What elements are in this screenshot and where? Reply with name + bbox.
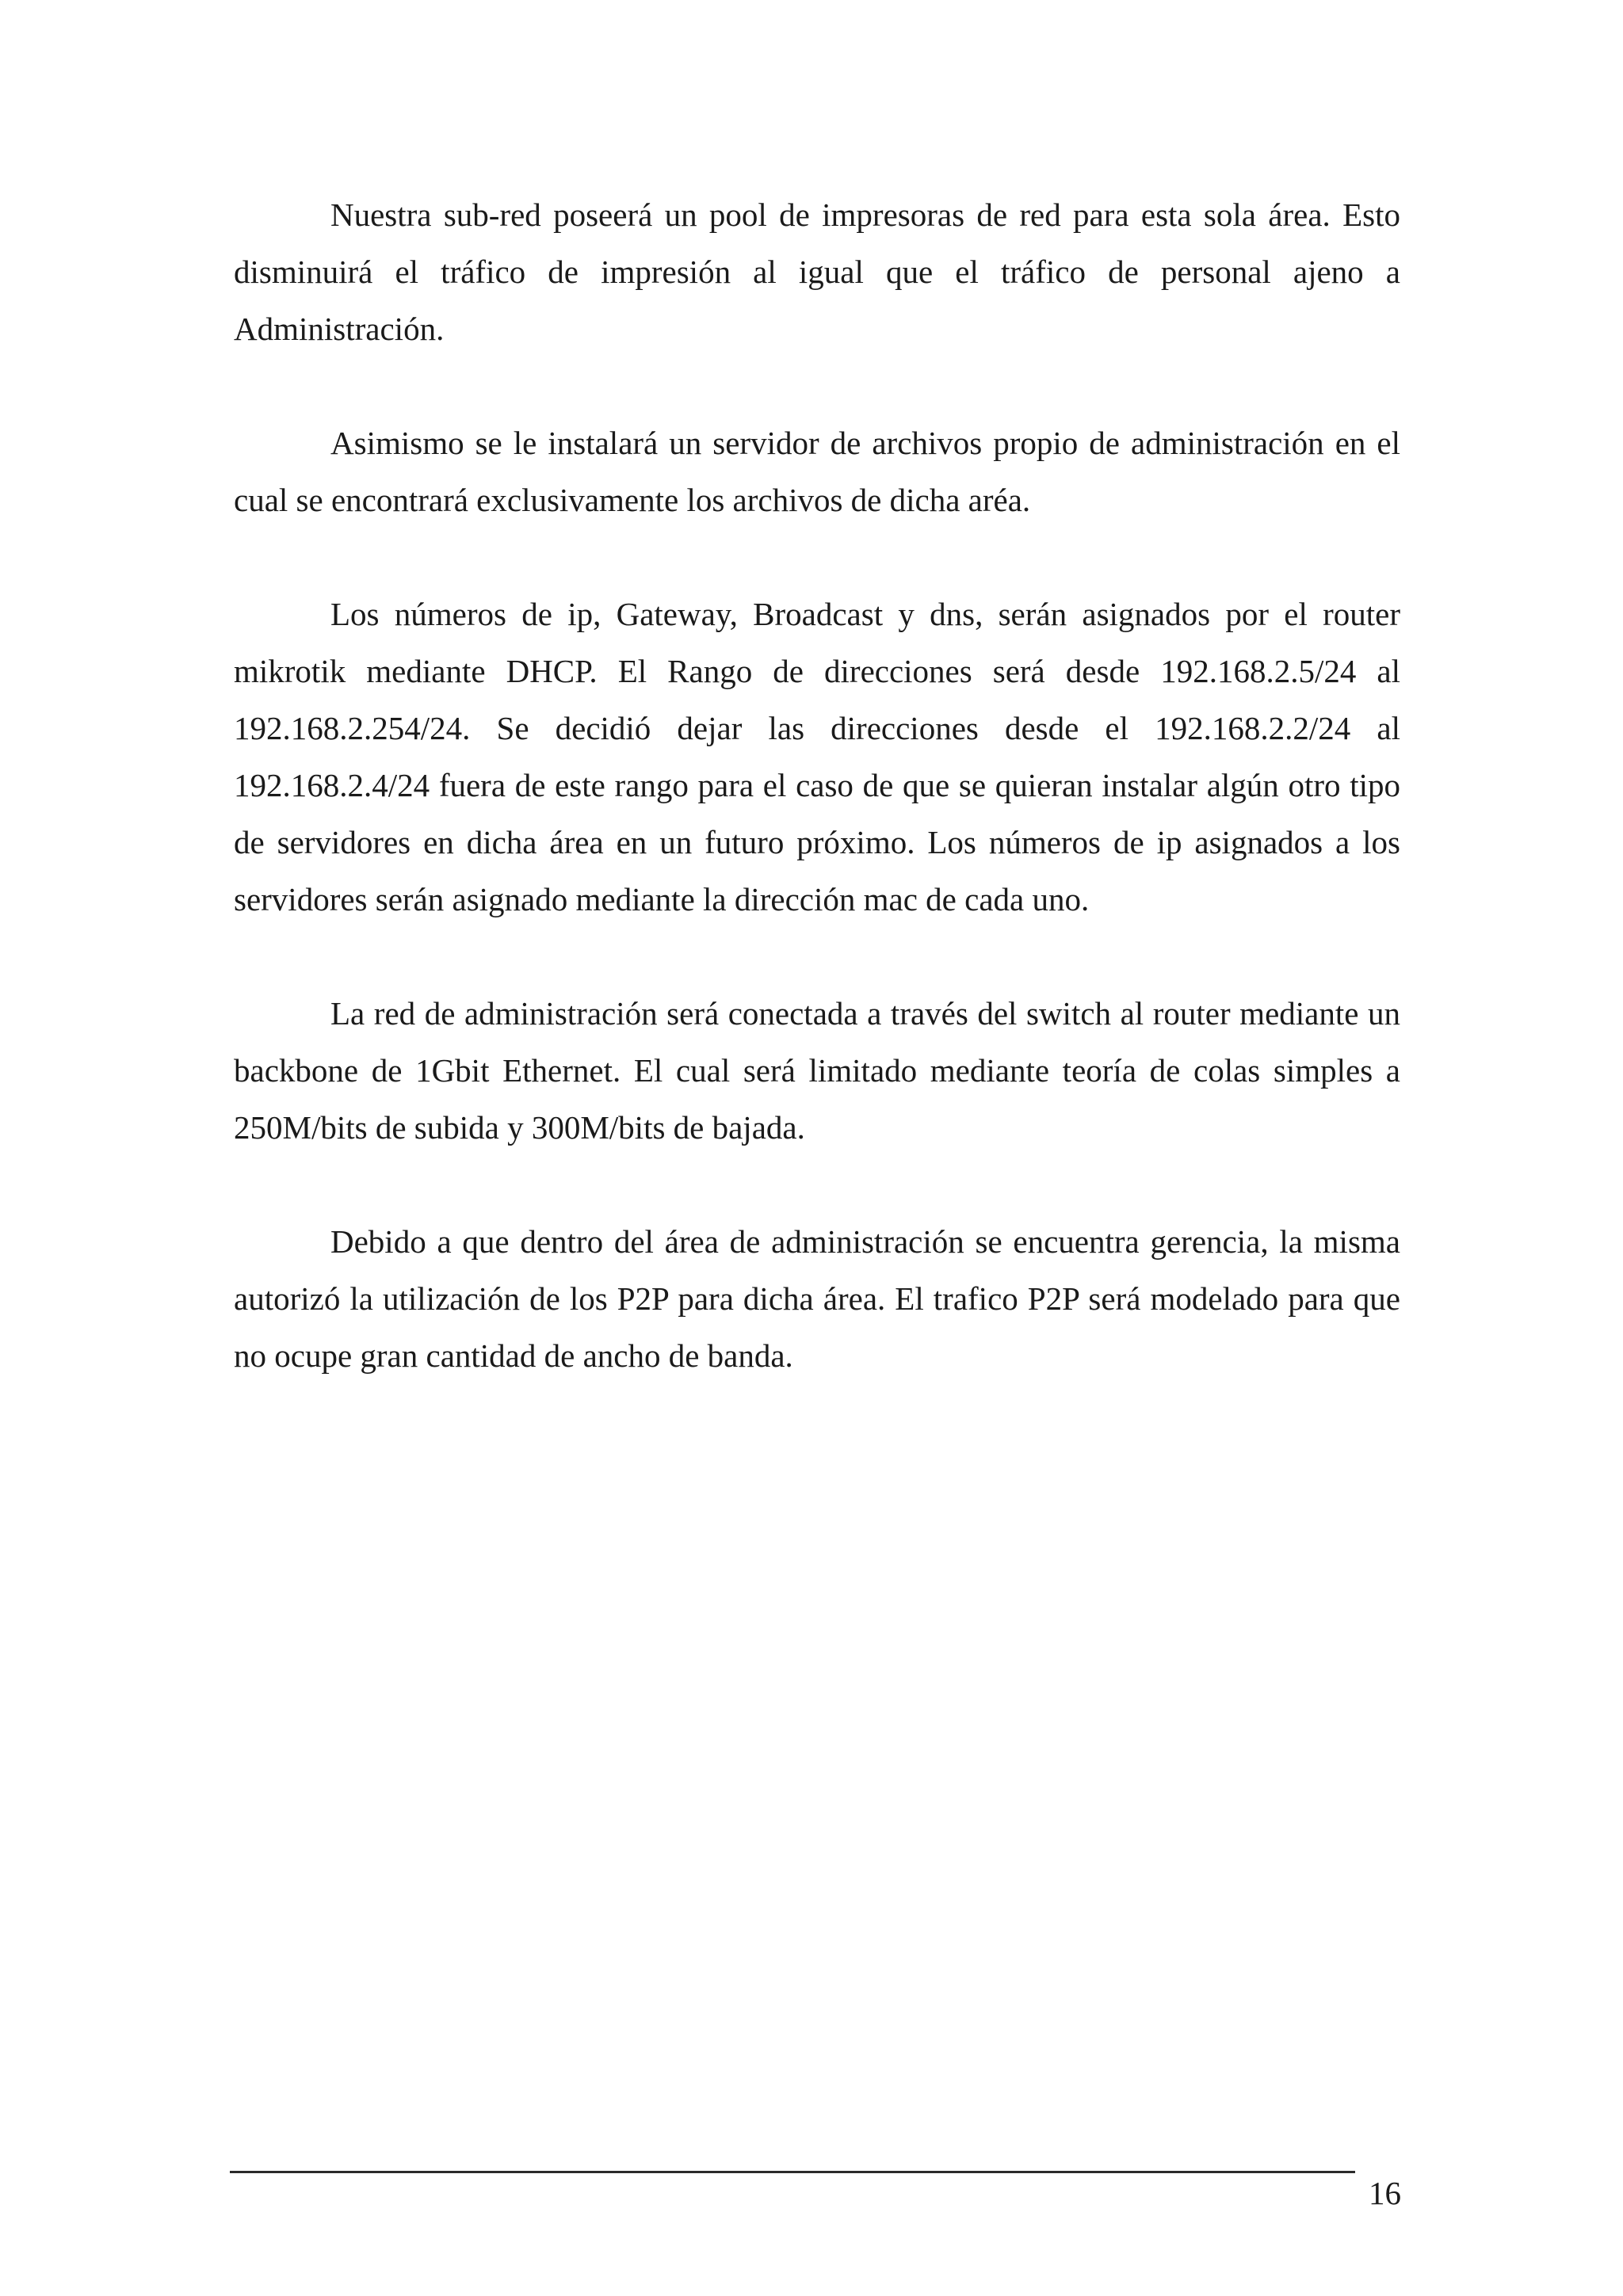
paragraph-dhcp-range: Los números de ip, Gateway, Broadcast y dns, serán asignados por el router mikrotik mediante DHCP. El Rango de direcciones será desde 192.168.2.5/24 al 192.168.2.254/24. Se decidió dejar las direcciones desde el 192.168.2.2/24 al 192.168.2.4/24 fuera de este rango para el caso de que se quieran instalar algún otro tipo de servidores en dicha área en un futuro próximo. Los números de ip asignados a los servidores serán asignado mediante la dirección mac de cada uno.	[234, 596, 1400, 917]
paragraph-backbone: La red de administración será conectada a través del switch al router mediante un backbone de 1Gbit Ethernet. El cual será limitado mediante teoría de colas simples a 250M/bits de subida y 300M/bits de bajada.	[234, 995, 1400, 1146]
page-number: 16	[1369, 2175, 1401, 2211]
page-body	[234, 186, 1400, 1441]
footer-rule	[230, 2171, 1355, 2173]
paragraph-file-server: Asimismo se le instalará un servidor de archivos propio de administración en el cual se encontrará exclusivamente los archivos de dicha aréa.	[234, 425, 1400, 518]
paragraph-p2p-traffic: Debido a que dentro del área de administración se encuentra gerencia, la misma autorizó la utilización de los P2P para dicha área. El trafico P2P será modelado para que no ocupe gran cantidad de ancho de banda.	[234, 1223, 1400, 1374]
paragraph-printer-pool: Nuestra sub-red poseerá un pool de impresoras de red para esta sola área. Esto disminuirá el tráfico de impresión al igual que el tráfico de personal ajeno a Administración.	[234, 196, 1400, 347]
